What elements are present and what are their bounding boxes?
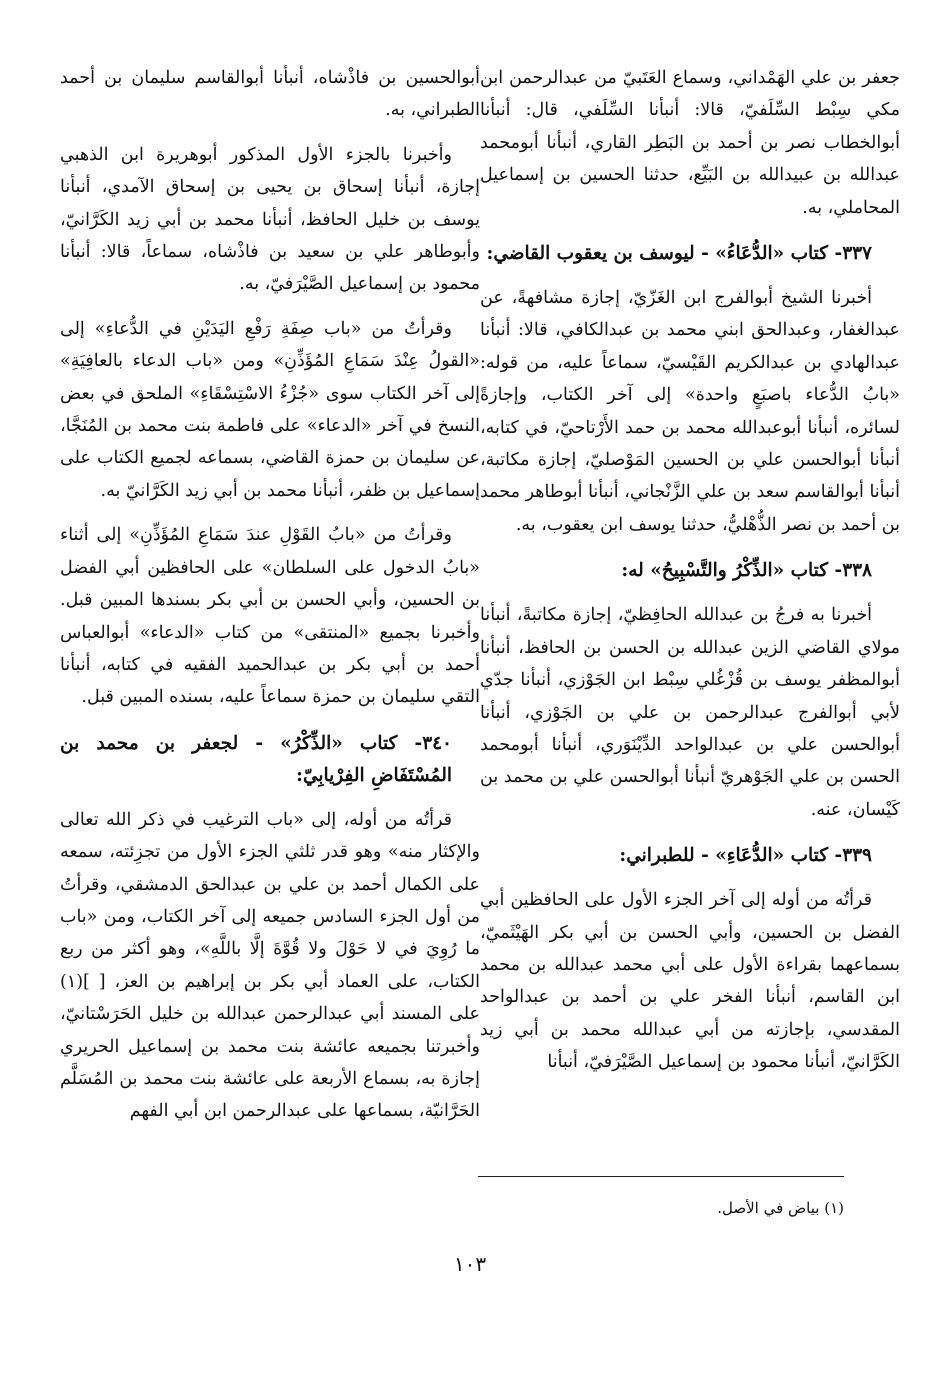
paragraph: أخبرنا به فرجُ بن عبدالله الحافِظيّ، إجازة مكاتبةً، أنبأنا مولاي القاضي الزين عبدالله بن الحسن بن الحافظ، أنبأنا أبوالمظفر يوسف بن قُزْغُلي سِبْط ابن الجَوْزي، أنبأنا جدّي لأبي أبوالفرج عبدالرحمن بن علي بن الجَوْزي، أنبأنا أبوالحسن علي بن عبدالواحد الدِّيْنَوَري، أنبأنا أبومحمد الحسن بن علي الجَوْهريّ أنبأنا أبوالحسن علي بن محمد بن كَيْسان، عنه. [480,605,900,820]
paragraph: جعفر بن علي الهَمْداني، وسماع العَتَبيّ من عبدالرحمن ابن مكي سِبْط السِّلَفيّ، قالا: أنبأنا السِّلَفي، قال: أنبأنا أبوالخطاب نصر بن أحمد بن البَطِر القاري، أنبأنا أبومحمد عبدالله بن عبيدالله بن البَيِّع، حدثنا الحسين بن إسماعيل المحاملي، به. [480,68,900,218]
footnote-divider [478,1176,844,1177]
paragraph: وقرأتُ من «باب صِفَةِ رَفْعِ اليَدَيْنِ في الدُّعاءِ» إلى «القولُ عِنْدَ سَمَاعِ المُؤَذِّنِ» ومن «باب الدعاء بالعافِيَةِ» إلى آخر الكتاب سوى «جُزْءُ الاسْتِسْقَاءِ» الملحق في بعض النسخ في آخر «الدعاء» على فاطمة بنت محمد بن المُنَجَّا، عن سليمان بن حمزة القاضي، بسماعه لجميع الكتاب على إسماعيل بن ظفر، أنبأنا محمد بن أبي زيد الكَرَّانيّ به. [60,318,480,501]
section-heading-338: ٣٣٨- كتاب «الذِّكْرُ والتَّسْبِيحُ» له: [621,560,872,582]
page-number: ١٠٣ [453,1252,487,1276]
paragraph: أبوالحسين بن فاذْشاه، أنبأنا أبوالقاسم سليمان بن أحمد الطبراني، به. [60,68,480,121]
paragraph: قرأتُه من أوله، إلى «باب الترغيب في ذكر الله تعالى والإكثار منه» وهو قدر ثلثي الجزء الأول من تجزِئته، سمعه على الكمال أحمد بن علي بن عبدالحق الدمشقي، وقرأتُ من أول الجزء السادس جميعه إلى آخر الكتاب، ومن «باب ما رُوِيَ في لا حَوْلَ ولا قُوَّةَ إلَّا باللَّهِ»، وهو أكثر من ربع الكتاب، على العماد أبي بكر بن إبراهيم بن العز، [ ](١) على المسند أبي عبدالرحمن عبدالله بن خليل الحَرَسْتانيّ، وأخبرتنا بجميعه عائشة بنت محمد بن إسماعيل الحريري إجازة به، بسماع الأربعة على عائشة بنت محمد بن المُسَلَّم الحَرَّانيّة، بسماعها على عبدالرحمن ابن أبي الفهم [60,809,480,1122]
section-heading-340: ٣٤٠- كتاب «الذِّكْرُ» - لجعفر بن محمد بن المُسْتَفَاضِ الفِرْيابِيّ: [60,732,452,786]
paragraph: قرأتُه من أوله إلى آخر الجزء الأول على الحافظين أبي الفضل بن الحسين، وأبي الحسن بن أبي بكر الهَيْثَميّ، بسماعهما بقراءة الأول على أبي محمد عبدالله بن محمد ابن القاسم، أنبأنا الفخر علي بن أحمد بن عبدالواحد المقدسي، بإجازته من أبي عبدالله محمد بن أبي زيد الكَرَّانيّ، أنبأنا محمود بن إسماعيل الصَّيْرَفيّ، أنبأنا [480,890,900,1073]
right-column [480,62,900,1079]
section-heading-337: ٣٣٧- كتاب «الدُّعَاءُ» - ليوسف بن يعقوب القاضي: [486,243,872,265]
paragraph: وأخبرنا بالجزء الأول المذكور أبوهريرة ابن الذهبي إجازة، أنبأنا إسحاق بن يحيى بن إسحاق الآمدي، أنبأنا يوسف بن خليل الحافظ، أنبأنا محمد بن أبي زيد الكَرَّانيّ، وأبوطاهر علي بن سعيد بن فاذْشاه، سماعاً، قالا: أنبأنا محمود بن إسماعيل الصَّيْرَفيّ، به. [60,144,480,295]
paragraph: أخبرنا الشيخ أبوالفرج ابن الغَزّيّ، إجازة مشافهةً، عن عبدالغفار، وعبدالحق ابني محمد بن عبدالكافي، قالا: أنبأنا عبدالهادي بن عبدالكريم القَيْسيّ، سماعاً عليه، من قوله: «بابُ الدُّعاء باصبَعٍ واحدة» إلى آخر الكتاب، وإجازةً لسائره، أنبأنا أبوعبدالله محمد بن حمد الأَرْتاحيّ، في كتابه، أنبأنا أبوالحسن علي بن الحسين المَوْصليّ، إجازة مكاتبة، أنبأنا أبوالقاسم سعد بن علي الزَّنْجاني، أنبأنا أبوطاهر محمد بن أحمد بن نصر الذُّهْليُّ، حدثنا يوسف ابن يعقوب، به. [480,288,900,535]
footnote: (١) بياض في الأصل. [717,1199,844,1217]
left-column [60,62,480,1128]
section-heading-339: ٣٣٩- كتاب «الدُّعَاءِ» - للطبراني: [619,845,872,867]
paragraph: وقرأتُ من «بابُ القَوْلِ عندَ سَمَاعِ المُؤَذِّنِ» إلى أثناء «بابُ الدخول على السلطان» على الحافظين أبي الفضل بن الحسين، وأبي الحسن بن أبي بكر بسندها المبين قبل. وأخبرنا بجميع «المنتقى» من كتاب «الدعاء» أبوالعباس أحمد بن أبي بكر بن عبدالحميد الفقيه في كتابه، أنبأنا التقي سليمان بن حمزة سماعاً عليه، بسنده المبين قبل. [60,525,480,708]
